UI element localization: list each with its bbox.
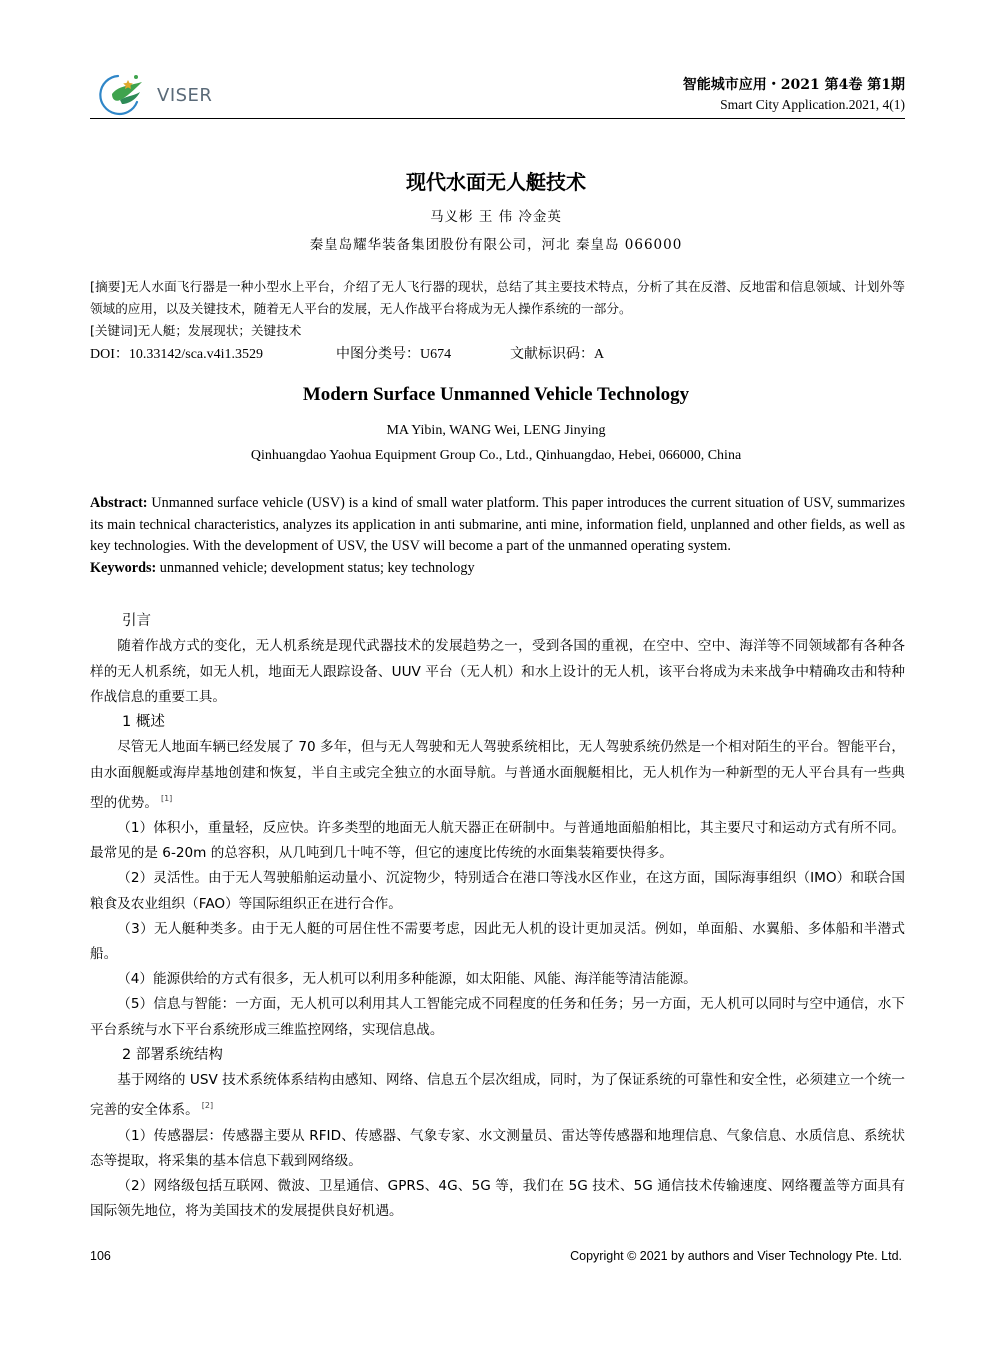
copyright-notice: Copyright © 2021 by authors and Viser Technology Pte. Ltd. — [570, 1249, 902, 1263]
paragraph-2-1: （1）传感器层：传感器主要从 RFID、传感器、气象专家、水文测量员、雷达等传感器和地理信息、气象信息、水质信息、系统状态等提取，将采集的基本信息下载到网络级。 — [90, 1127, 905, 1169]
section-heading-1: 1 概述 — [122, 714, 165, 731]
paragraph-intro: 随着作战方式的变化，无人机系统是现代武器技术的发展趋势之一，受到各国的重视，在空中、空中、海洋等不同领域都有各种各样的无人机系统，如无人机，地面无人跟踪设备、UUV 平台（无人机）和水上设计的无人机，该平台将成为未来战争中精确攻击和特种作战信息的重要工具。 — [90, 638, 905, 705]
bird-logo-icon — [98, 72, 158, 116]
journal-title-cn: 智能城市应用・2021 第4卷 第1期 — [682, 77, 905, 93]
keywords-cn — [90, 320, 905, 342]
abstract-cn — [90, 276, 905, 320]
paper-title-en: Modern Surface Unmanned Vehicle Technology — [302, 384, 690, 405]
authors-cn: 马义彬 王 伟 冷金英 — [430, 209, 562, 225]
clc-number: 中图分类号：U674 — [336, 347, 452, 362]
paper-title-cn: 现代水面无人艇技术 — [406, 170, 586, 194]
keywords-cn-text: 无人艇；发展现状；关键技术 — [137, 323, 302, 338]
section-heading-intro: 引言 — [122, 613, 151, 629]
doi: DOI：10.33142/sca.v4i1.3529 — [90, 347, 264, 362]
abstract-cn-label: [摘要] — [90, 279, 126, 294]
authors-en: MA Yibin, WANG Wei, LENG Jinying — [386, 423, 606, 438]
section-heading-2: 2 部署系统结构 — [122, 1046, 223, 1063]
keywords-en-label: Keywords: — [90, 560, 157, 576]
abstract-en — [90, 493, 905, 558]
document-code: 文献标识码：A — [510, 347, 605, 362]
body-text — [90, 609, 905, 1224]
paragraph-1-3: （3）无人艇种类多。由于无人艇的可居住性不需要考虑，因此无人机的设计更加灵活。例如，单面船、水翼船、多体船和半潜式船。 — [90, 920, 905, 963]
keywords-en-text: unmanned vehicle; development status; key technology — [156, 560, 475, 576]
page-header — [90, 70, 905, 119]
reference-1[interactable]: [1] — [160, 793, 173, 803]
paragraph-1-5: （5）信息与智能：一方面，无人机可以利用其人工智能完成不同程度的任务和任务；另一方面，无人机可以同时与空中通信，水下平台系统与水下平台系统形成三维监控网络，实现信息战。 — [90, 996, 905, 1038]
viser-logo — [98, 72, 218, 116]
paragraph-1-text: 尽管无人地面车辆已经发展了 70 多年，但与无人驾驶和无人驾驶系统相比，无人驾驶系统仍然是一个相对陌生的平台。智能平台，由水面舰艇或海岸基地创建和恢复，半自主或完全独立的水面导航。与普通水面舰艇相比，无人机作为一种新型的无人平台具有一些典型的优势。 — [90, 739, 905, 811]
abstract-en-label: Abstract: — [90, 495, 148, 511]
page-number: 106 — [90, 1249, 111, 1263]
paragraph-2 — [90, 1068, 905, 1123]
reference-2[interactable]: [2] — [201, 1101, 214, 1111]
keywords-en — [90, 558, 905, 580]
paragraph-1-2: （2）灵活性。由于无人驾驶船舶运动量小、沉淀物少，特别适合在港口等浅水区作业，在这方面，国际海事组织（IMO）和联合国粮食及农业组织（FAO）等国际组织正在进行合作。 — [90, 870, 905, 912]
affiliation-en: Qinhuangdao Yaohua Equipment Group Co., Ltd., Qinhuangdao, Hebei, 066000, China — [250, 448, 742, 463]
abstract-en-text: Unmanned surface vehicle (USV) is a kind of small water platform. This paper introduces the current situation of USV, summarizes its main technical characteristics, analyzes its application in anti submarine, anti mine, information field, unplanned and other fields, as well as key technologies. With the development of USV, the USV will become a part of the unmanned operating system. — [90, 495, 905, 554]
keywords-cn-label: [关键词] — [90, 323, 138, 338]
paragraph-1-4: （4）能源供给的方式有很多，无人机可以利用多种能源，如太阳能、风能、海洋能等清洁能源。 — [117, 971, 697, 988]
abstract-cn-text: 无人水面飞行器是一种小型水上平台，介绍了无人飞行器的现状，总结了其主要技术特点，分析了其在反潜、反地雷和信息领域、计划外等领域的应用，以及关键技术，随着无人平台的发展，无人作战平台将成为无人操作系统的一部分。 — [90, 279, 906, 316]
paragraph-2-text: 基于网络的 USV 技术系统体系结构由感知、网络、信息五个层次组成，同时，为了保证系统的可靠性和安全性，必须建立一个统一完善的安全体系。 — [90, 1072, 905, 1119]
logo-wordmark: VISER — [157, 85, 213, 106]
paragraph-1 — [90, 735, 905, 816]
paragraph-2-2: （2）网络级包括互联网、微波、卫星通信、GPRS、4G、5G 等，我们在 5G 技术、5G 通信技术传输速度、网络覆盖等方面具有国际领先地位，将为美国技术的发展提供良好机遇。 — [90, 1178, 905, 1220]
affiliation-cn: 秦皇岛耀华装备集团股份有限公司，河北 秦皇岛 066000 — [309, 237, 683, 253]
paragraph-1-1: （1）体积小，重量轻，反应快。许多类型的地面无人航天器正在研制中。与普通地面船舶相比，其主要尺寸和运动方式有所不同。最常见的是 6-20m 的总容积，从几吨到几十吨不等，但它的速度比传统的水面集装箱要快得多。 — [90, 820, 905, 862]
journal-title-en: Smart City Application.2021, 4(1) — [720, 97, 905, 112]
